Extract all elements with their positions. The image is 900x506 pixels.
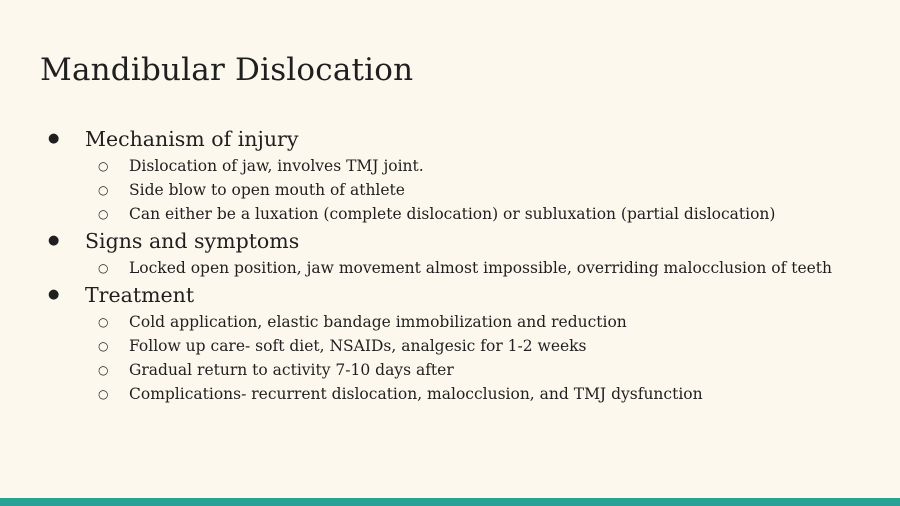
- list-item: [48, 280, 878, 310]
- list-item: [48, 202, 878, 226]
- list-item: [48, 310, 878, 334]
- filled-circle-bullet-icon: ●: [48, 287, 60, 302]
- list-item: [48, 124, 878, 154]
- sub-item-text: Can either be a luxation (complete dislocation) or subluxation (partial dislocation): [129, 205, 776, 223]
- slide-title: Mandibular Dislocation: [40, 52, 414, 88]
- sub-item-text: Locked open position, jaw movement almost impossible, overriding malocclusion of teeth: [129, 259, 833, 277]
- hollow-circle-bullet-icon: ○: [98, 363, 109, 377]
- hollow-circle-bullet-icon: ○: [98, 207, 109, 221]
- hollow-circle-bullet-icon: ○: [98, 261, 109, 275]
- list-item: [48, 178, 878, 202]
- sub-item-text: Side blow to open mouth of athlete: [129, 181, 405, 199]
- section-heading: Mechanism of injury: [85, 127, 299, 151]
- hollow-circle-bullet-icon: ○: [98, 339, 109, 353]
- list-item: [48, 154, 878, 178]
- sub-item-text: Gradual return to activity 7-10 days after: [129, 361, 454, 379]
- sub-list: [48, 310, 878, 406]
- hollow-circle-bullet-icon: ○: [98, 159, 109, 173]
- section-treatment: [48, 280, 878, 406]
- bullet-list: [48, 124, 878, 406]
- hollow-circle-bullet-icon: ○: [98, 183, 109, 197]
- sub-item-text: Follow up care- soft diet, NSAIDs, analgesic for 1-2 weeks: [129, 337, 587, 355]
- sub-list: [48, 256, 878, 280]
- hollow-circle-bullet-icon: ○: [98, 387, 109, 401]
- sub-list: [48, 154, 878, 226]
- list-item: [48, 358, 878, 382]
- sub-item-text: Dislocation of jaw, involves TMJ joint.: [129, 157, 424, 175]
- filled-circle-bullet-icon: ●: [48, 131, 60, 146]
- list-item: [48, 334, 878, 358]
- sub-item-text: Cold application, elastic bandage immobilization and reduction: [129, 313, 627, 331]
- list-item: [48, 226, 878, 256]
- section-heading: Treatment: [85, 283, 195, 307]
- section-signs-and-symptoms: [48, 226, 878, 280]
- hollow-circle-bullet-icon: ○: [98, 315, 109, 329]
- filled-circle-bullet-icon: ●: [48, 233, 60, 248]
- list-item: [48, 256, 878, 280]
- section-heading: Signs and symptoms: [85, 229, 300, 253]
- section-mechanism-of-injury: [48, 124, 878, 226]
- sub-item-text: Complications- recurrent dislocation, malocclusion, and TMJ dysfunction: [129, 385, 703, 403]
- list-item: [48, 382, 878, 406]
- accent-bar: [0, 498, 900, 506]
